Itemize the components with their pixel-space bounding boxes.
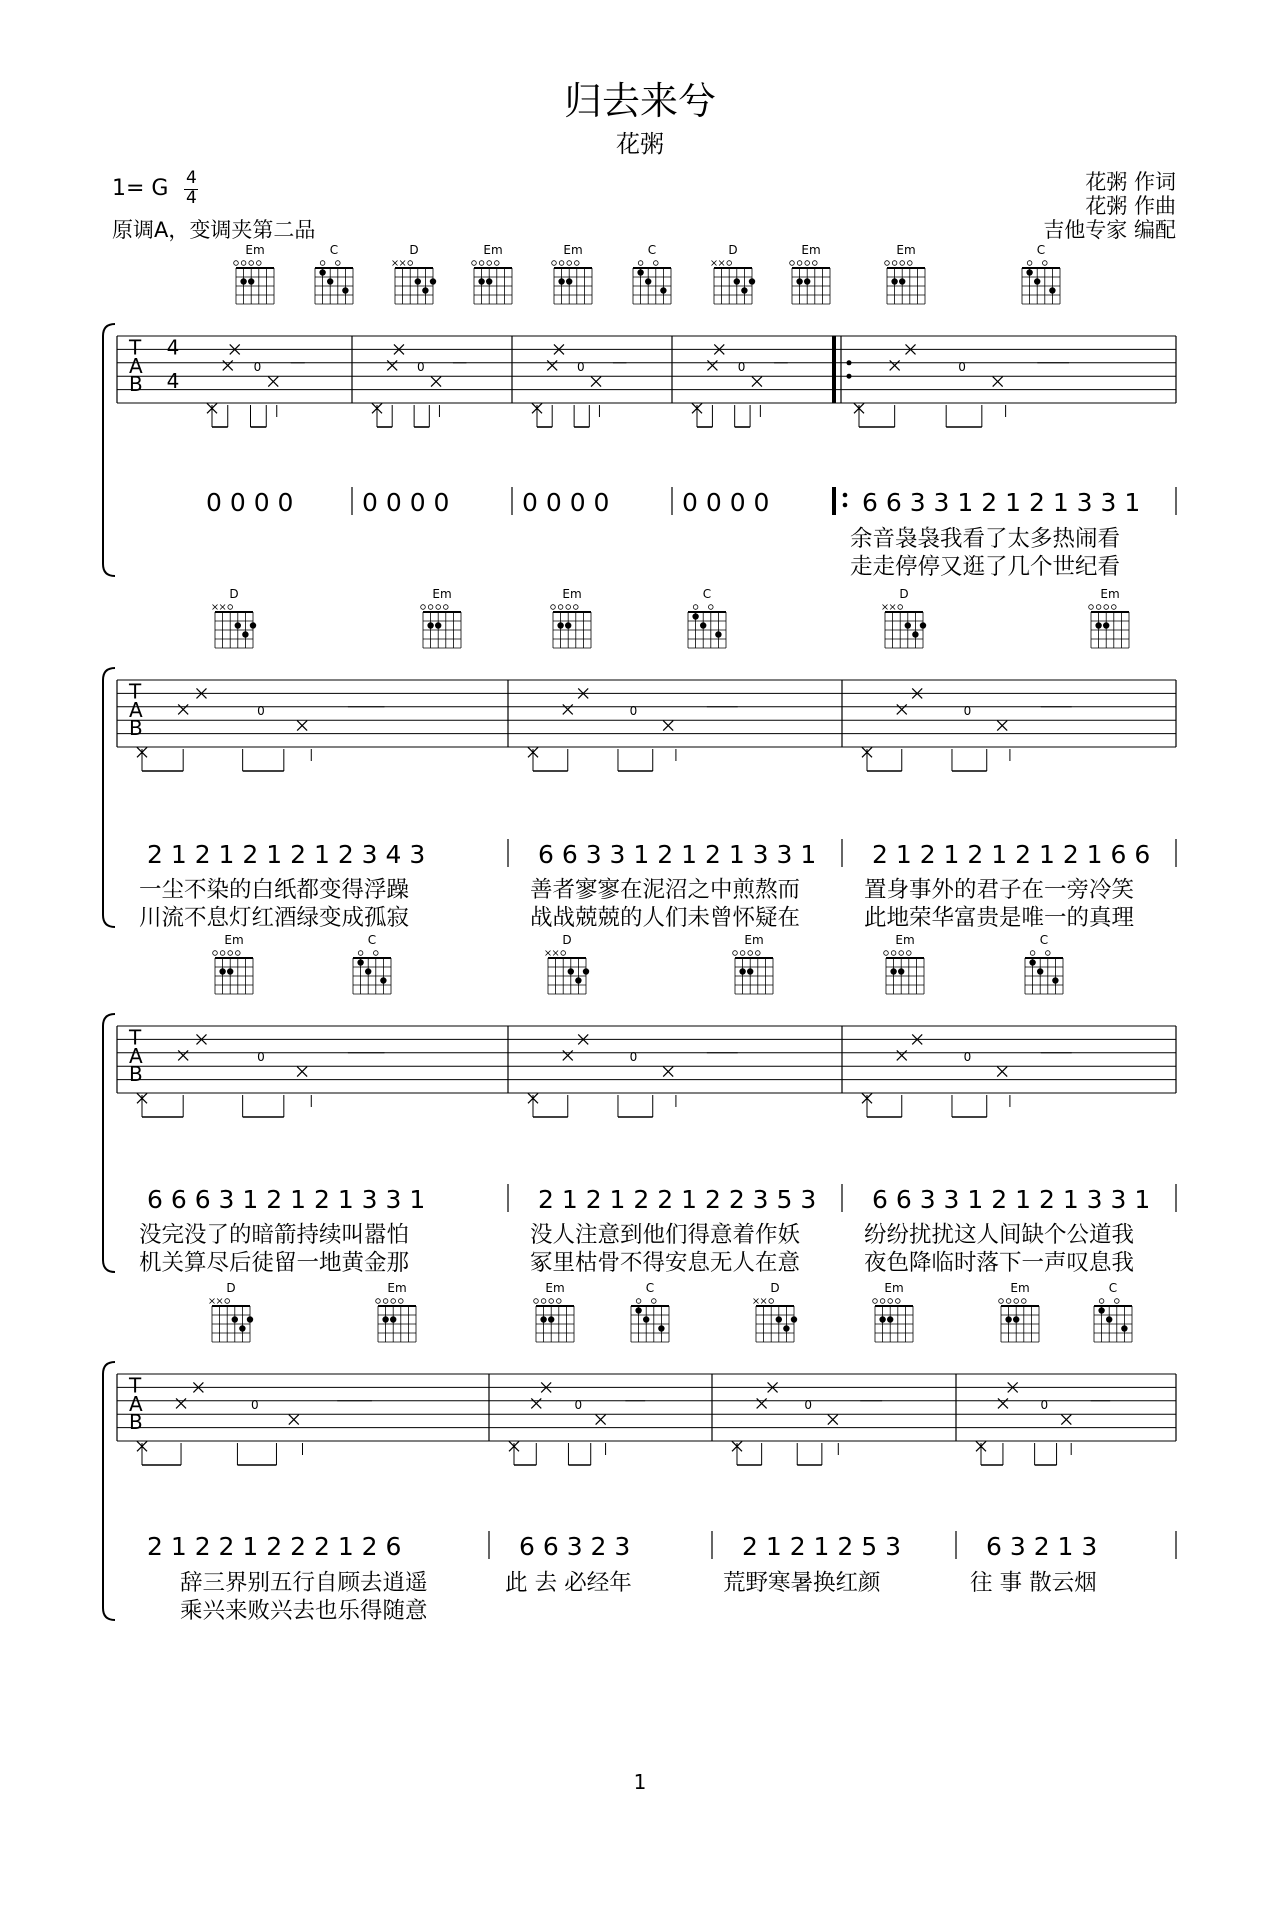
tab-fret-number: 0	[250, 1397, 259, 1412]
song-title: 归去来兮	[563, 79, 716, 123]
chord-open-marker	[885, 261, 890, 266]
chord-finger-dot	[422, 287, 428, 293]
tab-letter-b: B	[129, 372, 143, 397]
chord-finger-dot	[568, 968, 574, 974]
chord-open-marker	[249, 261, 254, 266]
lyrics-verse1: 荒野寒暑换红颜	[723, 1570, 881, 1596]
tab-fret-number: 0	[574, 1397, 583, 1412]
chord-finger-dot	[248, 278, 254, 284]
chord-finger-dot	[415, 278, 421, 284]
chord-name: D	[899, 587, 909, 601]
chord-name: C	[329, 243, 339, 257]
chord-finger-dot	[247, 1316, 253, 1322]
chord-finger-dot	[435, 622, 441, 628]
tab-letter-t: T	[129, 335, 142, 360]
chord-finger-dot	[242, 631, 248, 637]
chord-finger-dot	[1095, 622, 1101, 628]
chord-open-marker	[399, 1299, 404, 1304]
notation-numbers: 2 1 2 1 2 5 3	[742, 1532, 902, 1561]
chord-open-marker	[479, 261, 484, 266]
chord-open-marker	[551, 605, 556, 610]
chord-finger-dot	[1005, 1316, 1011, 1322]
chord-finger-dot	[357, 959, 363, 965]
chord-open-marker	[495, 261, 500, 266]
tab-letter-a: A	[129, 697, 143, 722]
chord-finger-dot	[566, 278, 572, 284]
chord-open-marker	[652, 1299, 657, 1304]
chord-open-marker	[374, 951, 379, 956]
tab-fret-number: 0	[417, 359, 425, 374]
notation-numbers: 2 1 2 2 1 2 2 2 1 2 6	[147, 1532, 402, 1561]
chord-open-marker	[557, 1299, 562, 1304]
lyrics-verse1: 置身事外的君子在一旁冷笑	[864, 877, 1135, 903]
chord-open-marker	[888, 1299, 893, 1304]
notation-numbers: 2 1 2 1 2 2 1 2 2 3 5 3	[538, 1185, 817, 1214]
chord-finger-dot	[741, 287, 747, 293]
system-bracket	[103, 1362, 115, 1620]
chord-name: D	[770, 1281, 780, 1295]
chord-open-marker	[1099, 1299, 1104, 1304]
tab-fret-number: 0	[629, 1049, 638, 1064]
chord-name: D	[226, 1281, 236, 1295]
tab-fret-number: 0	[963, 703, 972, 718]
tab-fret-number: 0	[257, 703, 265, 718]
notation-numbers: 0 0 0 0	[206, 488, 294, 517]
chord-open-marker	[472, 261, 477, 266]
chord-open-marker	[907, 951, 912, 956]
chord-finger-dot	[382, 1316, 388, 1322]
chord-finger-dot	[235, 622, 241, 628]
system-bracket	[103, 324, 115, 576]
chord-finger-dot	[1026, 269, 1032, 275]
lyrics-verse2: 此地荣华富贵是唯一的真理	[864, 905, 1135, 931]
chord-name: Em	[562, 587, 582, 601]
tab-time-sig-bottom: 4	[166, 369, 180, 394]
lyrics-verse1: 此 去 必经年	[505, 1570, 632, 1596]
chord-open-marker	[1022, 1299, 1027, 1304]
chord-finger-dot	[583, 968, 589, 974]
chord-open-marker	[1096, 605, 1101, 610]
lyricist-credit: 花粥 作词	[1085, 170, 1176, 194]
chord-open-marker	[421, 605, 426, 610]
chord-open-marker	[220, 951, 225, 956]
chord-finger-dot	[658, 1325, 664, 1331]
lyrics-verse1: 善者寥寥在泥沼之中煎熬而	[530, 877, 801, 903]
tab-time-sig-top: 4	[166, 335, 180, 360]
chord-finger-dot	[891, 278, 897, 284]
chord-open-marker	[376, 1299, 381, 1304]
tab-fret-number: 0	[804, 1397, 812, 1412]
chord-open-marker	[336, 261, 341, 266]
chord-finger-dot	[1029, 959, 1035, 965]
chord-open-marker	[575, 261, 580, 266]
chord-finger-dot	[645, 278, 651, 284]
chord-open-marker	[873, 1299, 878, 1304]
repeat-dot	[847, 374, 852, 379]
capo-note: 原调A，变调夹第二品	[112, 218, 316, 242]
chord-open-marker	[561, 951, 566, 956]
chord-open-marker	[999, 1299, 1004, 1304]
chord-open-marker	[896, 1299, 901, 1304]
chord-finger-dot	[749, 278, 755, 284]
chord-open-marker	[408, 261, 413, 266]
chord-name: Em	[245, 243, 265, 257]
chord-open-marker	[567, 261, 572, 266]
chord-name: Em	[801, 243, 821, 257]
chord-finger-dot	[565, 622, 571, 628]
notation-numbers: 6 3 2 1 3	[986, 1532, 1098, 1561]
chord-open-marker	[225, 1299, 230, 1304]
chord-open-marker	[444, 605, 449, 610]
chord-open-marker	[228, 951, 233, 956]
chord-finger-dot	[232, 1316, 238, 1322]
chord-name: D	[229, 587, 239, 601]
chord-open-marker	[1043, 261, 1048, 266]
chord-finger-dot	[380, 977, 386, 983]
chord-open-marker	[566, 605, 571, 610]
chord-open-marker	[552, 261, 557, 266]
chord-finger-dot	[427, 622, 433, 628]
chord-open-marker	[358, 951, 363, 956]
chord-open-marker	[636, 1299, 641, 1304]
page-number: 1	[633, 1770, 647, 1794]
lyrics-verse2: 夜色降临时落下一声叹息我	[864, 1250, 1135, 1276]
chord-open-marker	[574, 605, 579, 610]
chord-open-marker	[241, 261, 246, 266]
chord-finger-dot	[898, 968, 904, 974]
chord-finger-dot	[899, 278, 905, 284]
chord-finger-dot	[660, 287, 666, 293]
chord-finger-dot	[558, 278, 564, 284]
tab-fret-number: 0	[629, 703, 638, 718]
lyrics-verse1: 往 事 散云烟	[970, 1570, 1097, 1596]
chord-open-marker	[1115, 1299, 1120, 1304]
tab-fret-number: 0	[1040, 1397, 1049, 1412]
chord-finger-dot	[700, 622, 706, 628]
chord-open-marker	[236, 951, 241, 956]
chord-open-marker	[884, 951, 889, 956]
chord-name: Em	[545, 1281, 565, 1295]
lyrics-verse1: 辞三界别五行自顾去逍遥	[180, 1570, 428, 1596]
system-bracket	[103, 668, 115, 927]
chord-finger-dot	[920, 622, 926, 628]
chord-finger-dot	[643, 1316, 649, 1322]
chord-finger-dot	[227, 968, 233, 974]
lyrics-verse2: 冢里枯骨不得安息无人在意	[530, 1250, 801, 1276]
chord-finger-dot	[637, 269, 643, 275]
chord-open-marker	[892, 261, 897, 266]
chord-name: C	[1108, 1281, 1118, 1295]
chord-finger-dot	[319, 269, 325, 275]
chord-name: C	[645, 1281, 655, 1295]
chord-finger-dot	[390, 1316, 396, 1322]
chord-finger-dot	[890, 968, 896, 974]
notation-numbers: 2 1 2 1 2 1 2 1 2 1 6 6	[872, 840, 1151, 869]
notation-numbers: 2 1 2 1 2 1 2 1 2 3 4 3	[147, 840, 426, 869]
repeat-dot	[847, 360, 852, 365]
chord-open-marker	[733, 951, 738, 956]
chord-finger-dot	[791, 1316, 797, 1322]
chord-open-marker	[228, 605, 233, 610]
chord-open-marker	[756, 951, 761, 956]
chord-finger-dot	[747, 968, 753, 974]
lyrics-verse1: 没人注意到他们得意着作妖	[530, 1222, 801, 1248]
tab-fret-number: 0	[958, 359, 966, 374]
chord-open-marker	[748, 951, 753, 956]
chord-finger-dot	[575, 977, 581, 983]
chord-name: C	[647, 243, 657, 257]
notation-repeat-dot	[843, 493, 848, 498]
chord-finger-dot	[692, 613, 698, 619]
chord-finger-dot	[250, 622, 256, 628]
tab-letter-a: A	[129, 1391, 143, 1416]
chord-open-marker	[1027, 261, 1032, 266]
lyrics-verse2: 走走停停又逛了几个世纪看	[850, 554, 1121, 580]
chord-open-marker	[908, 261, 913, 266]
chord-finger-dot	[715, 631, 721, 637]
chord-open-marker	[1112, 605, 1117, 610]
chord-finger-dot	[1034, 278, 1040, 284]
chord-open-marker	[899, 951, 904, 956]
notation-numbers: 0 0 0 0	[682, 488, 770, 517]
time-signature-bottom: 4	[186, 188, 197, 208]
chord-open-marker	[1104, 605, 1109, 610]
chord-name: Em	[387, 1281, 407, 1295]
chord-open-marker	[1089, 605, 1094, 610]
chord-finger-dot	[905, 622, 911, 628]
chord-finger-dot	[1049, 287, 1055, 293]
chord-name: C	[702, 587, 712, 601]
chord-open-marker	[880, 1299, 885, 1304]
notation-numbers: 0 0 0 0	[522, 488, 610, 517]
chord-finger-dot	[540, 1316, 546, 1322]
chord-open-marker	[487, 261, 492, 266]
chord-finger-dot	[635, 1307, 641, 1313]
chord-open-marker	[1046, 951, 1051, 956]
tab-letter-a: A	[129, 353, 143, 378]
lyrics-verse1: 一尘不染的白纸都变得浮躁	[139, 877, 410, 903]
chord-open-marker	[1030, 951, 1035, 956]
chord-finger-dot	[219, 968, 225, 974]
chord-finger-dot	[783, 1325, 789, 1331]
chord-open-marker	[740, 951, 745, 956]
chord-name: Em	[1010, 1281, 1030, 1295]
chord-open-marker	[534, 1299, 539, 1304]
chord-name: D	[728, 243, 738, 257]
chord-name: Em	[895, 933, 915, 947]
tab-letter-b: B	[129, 1410, 143, 1435]
chord-open-marker	[257, 261, 262, 266]
notation-numbers: 6 6 3 3 1 2 1 2 1 3 3 1	[538, 840, 817, 869]
chord-name: Em	[1100, 587, 1120, 601]
chord-finger-dot	[739, 968, 745, 974]
chord-open-marker	[1006, 1299, 1011, 1304]
chord-name: Em	[896, 243, 916, 257]
time-signature-top: 4	[186, 168, 197, 188]
chord-open-marker	[391, 1299, 396, 1304]
lyrics-verse1: 没完没了的暗箭持续叫嚣怕	[139, 1222, 410, 1248]
arranger-credit: 吉他专家 编配	[1043, 218, 1176, 242]
chord-finger-dot	[430, 278, 436, 284]
chord-open-marker	[1014, 1299, 1019, 1304]
chord-finger-dot	[887, 1316, 893, 1322]
lyrics-verse2: 机关算尽后徒留一地黄金那	[139, 1250, 410, 1276]
tab-fret-number: 0	[253, 359, 262, 374]
chord-open-marker	[558, 605, 563, 610]
chord-finger-dot	[557, 622, 563, 628]
notation-numbers: 0 0 0 0	[362, 488, 450, 517]
notation-repeat-dot	[843, 503, 848, 508]
lyrics-verse2: 川流不息灯红酒绿变成孤寂	[139, 905, 410, 931]
chord-open-marker	[727, 261, 732, 266]
chord-open-marker	[790, 261, 795, 266]
chord-name: Em	[744, 933, 764, 947]
chord-name: D	[409, 243, 419, 257]
key-signature: 1= G	[112, 176, 169, 201]
lyrics-verse2: 乘兴来败兴去也乐得随意	[180, 1598, 428, 1624]
chord-finger-dot	[1037, 968, 1043, 974]
chord-name: C	[367, 933, 377, 947]
chord-finger-dot	[239, 1325, 245, 1331]
artist-name: 花粥	[616, 130, 664, 158]
tab-letter-b: B	[129, 1062, 143, 1087]
chord-finger-dot	[1052, 977, 1058, 983]
tab-letter-b: B	[129, 716, 143, 741]
chord-finger-dot	[804, 278, 810, 284]
chord-finger-dot	[1106, 1316, 1112, 1322]
chord-open-marker	[559, 261, 564, 266]
chord-name: Em	[432, 587, 452, 601]
chord-name: Em	[483, 243, 503, 257]
tab-letter-t: T	[129, 1025, 142, 1050]
chord-open-marker	[213, 951, 218, 956]
tab-fret-number: 0	[257, 1049, 265, 1064]
chord-finger-dot	[240, 278, 246, 284]
lyrics-verse1: 余音袅袅我看了太多热闹看	[850, 526, 1121, 552]
chord-finger-dot	[796, 278, 802, 284]
chord-open-marker	[693, 605, 698, 610]
chord-open-marker	[891, 951, 896, 956]
chord-open-marker	[320, 261, 325, 266]
chord-finger-dot	[365, 968, 371, 974]
chord-name: C	[1039, 933, 1049, 947]
lyrics-verse2: 战战兢兢的人们未曾怀疑在	[530, 905, 801, 931]
chord-finger-dot	[734, 278, 740, 284]
chord-open-marker	[654, 261, 659, 266]
tab-letter-t: T	[129, 679, 142, 704]
system-bracket	[103, 1014, 115, 1272]
tab-fret-number: 0	[577, 359, 585, 374]
chord-open-marker	[898, 605, 903, 610]
chord-open-marker	[900, 261, 905, 266]
tab-letter-a: A	[129, 1043, 143, 1068]
chord-open-marker	[797, 261, 802, 266]
chord-name: Em	[563, 243, 583, 257]
chord-name: D	[562, 933, 572, 947]
chord-open-marker	[436, 605, 441, 610]
chord-finger-dot	[327, 278, 333, 284]
tab-fret-number: 0	[963, 1049, 972, 1064]
chord-finger-dot	[879, 1316, 885, 1322]
chord-finger-dot	[342, 287, 348, 293]
chord-open-marker	[813, 261, 818, 266]
notation-numbers: 6 6 6 3 1 2 1 2 1 3 3 1	[147, 1185, 426, 1214]
lyrics-verse1: 纷纷扰扰这人间缺个公道我	[864, 1222, 1135, 1248]
chord-finger-dot	[776, 1316, 782, 1322]
chord-open-marker	[234, 261, 239, 266]
chord-open-marker	[709, 605, 714, 610]
notation-numbers: 6 6 3 2 3	[519, 1532, 631, 1561]
chord-open-marker	[383, 1299, 388, 1304]
tab-fret-number: 0	[737, 359, 746, 374]
chord-finger-dot	[1121, 1325, 1127, 1331]
notation-numbers: 6 6 3 3 1 2 1 2 1 3 3 1	[862, 488, 1141, 517]
chord-name: Em	[884, 1281, 904, 1295]
chord-open-marker	[541, 1299, 546, 1304]
chord-name: C	[1036, 243, 1046, 257]
chord-open-marker	[769, 1299, 774, 1304]
chord-name: Em	[224, 933, 244, 947]
chord-finger-dot	[1098, 1307, 1104, 1313]
chord-finger-dot	[1103, 622, 1109, 628]
chord-finger-dot	[478, 278, 484, 284]
chord-finger-dot	[912, 631, 918, 637]
chord-finger-dot	[548, 1316, 554, 1322]
chord-open-marker	[805, 261, 810, 266]
composer-credit: 花粥 作曲	[1085, 194, 1176, 218]
chord-open-marker	[428, 605, 433, 610]
chord-finger-dot	[486, 278, 492, 284]
tab-letter-t: T	[129, 1373, 142, 1398]
chord-open-marker	[638, 261, 643, 266]
chord-finger-dot	[1013, 1316, 1019, 1322]
chord-open-marker	[549, 1299, 554, 1304]
notation-numbers: 6 6 3 3 1 2 1 2 1 3 3 1	[872, 1185, 1151, 1214]
